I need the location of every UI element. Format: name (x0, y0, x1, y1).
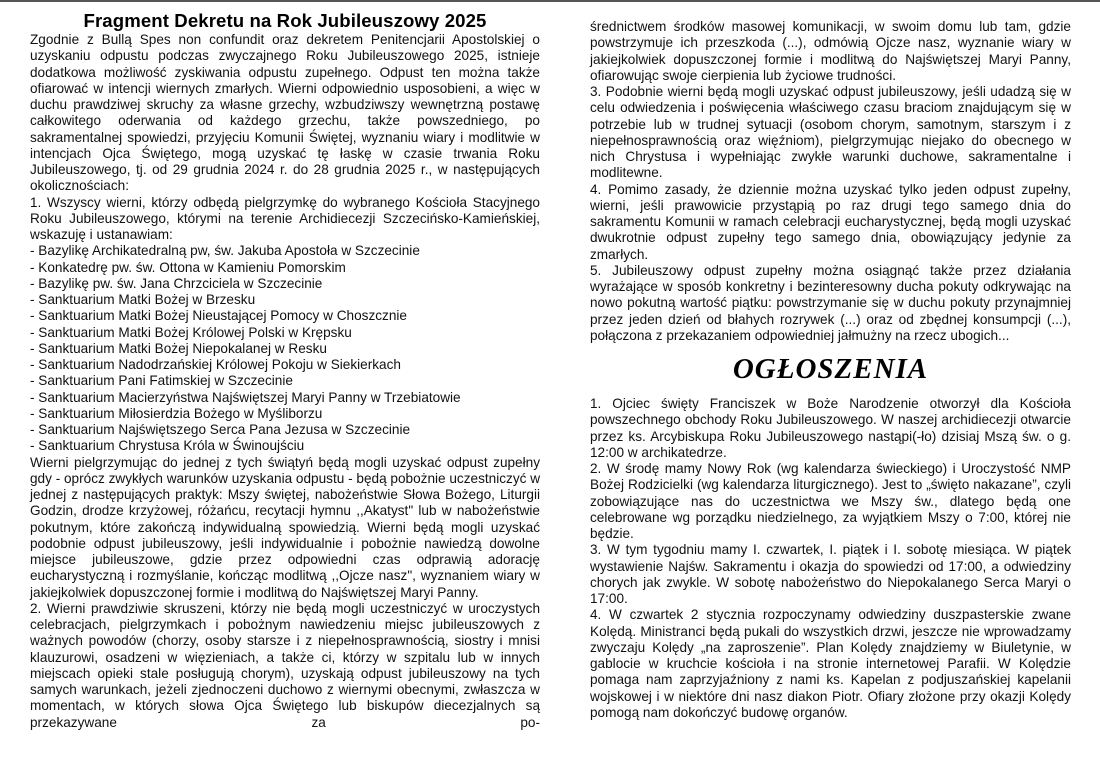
announcement-item: 1. Ojciec święty Franciszek w Boże Narodzenie otworzył dla Kościoła powszechnego obchody Roku Jubileuszowego. W naszej archidiecezji otwarcie przez ks. Arcybiskupa Roku Jubileuszowego nastąpi(-ło) dzisiaj Mszą św. o g. 12:00 w archikatedrze. (590, 396, 1071, 460)
decree-point-4: 4. Pomimo zasady, że dziennie można uzyskać tylko jeden odpust zupełny, wierni, jeśli prawowicie przystąpią po raz drugi tego samego dnia do sakramentu Komunii w ramach celebracji eucharystycznej, będą mogli uzyskać dwukrotnie odpust zupełny tego samego dnia, obowiązujący jedynie za zmarłych. (590, 181, 1071, 262)
decree-point-3: 3. Podobnie wierni będą mogli uzyskać odpust jubileuszowy, jeśli udadzą się w celu odwiedzenia i poświęcenia właściwego czasu braciom znajdującym się w potrzebie lub w trudnej sytuacji (osobom chorym, samotnym, starszym i z niepełnosprawnością oraz więźniom), pielgrzymując niejako do obecnego w nich Chrystusa i wypełniając zwykłe warunki duchowe, sakramentalne i modlitewne. (590, 84, 1071, 181)
announcement-item: 2. W środę mamy Nowy Rok (wg kalendarza świeckiego) i Uroczystość NMP Bożej Rodzicielki (wg kalendarza liturgicznego). Jest to „święto nakazane”, czyli zobowiązujące nas do uczestnictwa we Mszy św., dlatego będą one celebrowane wg porządku niedzielnego, za wyjątkiem Mszy o 7:00, której nie będzie. (590, 461, 1071, 541)
decree-title: Fragment Dekretu na Rok Jubileuszowy 2025 (83, 10, 487, 31)
right-column (590, 19, 1071, 721)
list-item: - Sanktuarium Matki Bożej Królowej Polski w Krępsku (30, 324, 352, 340)
list-item: - Sanktuarium Pani Fatimskiej w Szczecinie (30, 373, 293, 389)
list-item: - Sanktuarium Matki Bożej Nieustającej Pomocy w Choszcznie (30, 308, 407, 324)
decree-point-5: 5. Jubileuszowy odpust zupełny można osiągnąć także przez działania wyrażające w sposób konkretny i bezinteresowny ducha pokuty odkrywając na nowo pokutną wartość piątku: powstrzymanie się w duchu pokuty przynajmniej przez jeden dzień od błahych rozrywek (...) oraz od zbędnej konsumpcji (...), połączona z przekazaniem odpowiedniej jałmużny na rzecz ubogich... (590, 262, 1071, 343)
decree-intro: Zgodnie z Bullą Spes non confundit oraz dekretem Penitencjarii Apostolskiej o uzyskaniu odpustu podczas zwyczajnego Roku Jubileuszowego 2025, istnieje dodatkowa możliwość zyskiwania odpustu zupełnego. Odpust ten można także ofiarować w intencji wiernych zmarłych. Wierni odpowiednio usposobieni, a więc w duchu prawdziwej skruchy za własne grzechy, wzbudziwszy wewnętrzną postawę całkowitego oderwania od każdego grzechu, także powszedniego, po sakramentalnej spowiedzi, przyjęciu Komunii Świętej, wyznaniu wiary i modlitwie w intencjach Ojca Świętego, mogą uzyskać tę łaskę w czasie trwania Roku Jubileuszowego, tj. od 29 grudnia 2024 r. do 28 grudnia 2025 r., w następujących okolicznościach: (30, 32, 540, 194)
page-top-border (0, 0, 1100, 2)
announcement-item: 3. W tym tygodniu mamy I. czwartek, I. piątek i I. sobotę miesiąca. W piątek wystawienie Najśw. Sakramentu i okazja do spowiedzi od 17:00, a odwiedziny chorych jak zwykle. W sobotę nabożeństwo do Niepokalanego Serca Maryi o 17:00. (590, 542, 1071, 606)
decree-point-1-body: Wierni pielgrzymując do jednej z tych świątyń będą mogli uzyskać odpust zupełny gdy - oprócz zwykłych warunków uzyskania odpustu - będą pobożnie uczestniczyć w jednej z następujących praktyk: Mszy świętej, nabożeństwie Słowa Bożego, Liturgii Godzin, drodze krzyżowej, różańcu, recytacji hymnu ,,Akatyst" lub w nabożeństwie pokutnym, które zakończą indywidualną spowiedzią. Wierni będą mogli uzyskać podobnie odpust jubileuszowy, jeśli indywidualnie i pobożnie nawiedzą dowolne miejsce jubileuszowe, gdzie przez odpowiedni czas odprawią adorację eucharystyczną i rozmyślanie, kończąc modlitwą ,,Ojcze nasz", wyznaniem wiary w jakiejkolwiek dopuszczonej formie i modlitwą do Najświętszej Maryi Panny. (30, 454, 541, 600)
announcement-item: 4. W czwartek 2 stycznia rozpoczynamy odwiedziny duszpasterskie zwane Kolędą. Ministranci będą pukali do wszystkich drzwi, jeszcze nie wprowadzamy zwyczaju Kolędy „na zaproszenie”. Plan Kolędy znajdziemy w Biuletynie, w gablocie w kruchcie kościoła i na stronie internetowej Parafii. W Kolędzie pomaga nam zaprzyjaźniony z nami ks. Kapelan z podjuszańskiej kapelanii wojskowej i w niektóre dni nasz diakon Piotr. Ofiary złożone przy okazji Kolędy pomogą nam dokończyć budowę organów. (590, 607, 1071, 720)
list-item: - Bazylikę pw. św. Jana Chrzciciela w Szczecinie (30, 275, 323, 291)
list-item: - Sanktuarium Miłosierdzia Bożego w Myśliborzu (30, 405, 323, 421)
list-item: - Sanktuarium Matki Bożej w Brzesku (30, 292, 256, 307)
left-column (30, 10, 540, 731)
list-item: - Bazylikę Archikatedralną pw, św. Jakuba Apostoła w Szczecinie (30, 243, 420, 259)
list-item: - Sanktuarium Chrystusa Króla w Świnoujściu (30, 438, 305, 454)
list-item: - Sanktuarium Nadodrzańskiej Królowej Pokoju w Siekierkach (30, 357, 401, 372)
list-item: - Sanktuarium Macierzyństwa Najświętszej Maryi Panny w Trzebiatowie (30, 389, 461, 405)
decree-point-2-start: 2. Wierni prawdziwie skruszeni, którzy nie będą mogli uczestniczyć w uroczystych celebracjach, pielgrzymkach i pobożnym nawiedzeniu miejsc jubileuszowych z ważnych powodów (chorzy, osoby starsze i z niepełnosprawnością, siostry i mnisi klauzurowi, osadzeni w więzieniach, a także ci, którzy w szpitalu lub w innych miejscach opieki stale posługują chorym), uzyskają odpust jubileuszowy na tych samych warunkach, jeżeli zjednoczeni duchowo z wiernymi obecnymi, zwłaszcza w momentach, w których słowa Ojca Świętego lub biskupów diecezjalnych są przekazywane za po- (30, 600, 540, 730)
list-item: - Konkatedrę pw. św. Ottona w Kamieniu Pomorskim (30, 259, 346, 275)
station-churches-list (30, 243, 540, 454)
decree-point-1-intro: 1. Wszyscy wierni, którzy odbędą pielgrzymkę do wybranego Kościoła Stacyjnego Roku Jubileuszowego, którymi na terenie Archidiecezji Szczecińsko-Kamieńskiej, wskazuję i ustanawiam: (30, 194, 540, 242)
announcements-title: OGŁOSZENIA (732, 353, 929, 385)
list-item: - Sanktuarium Najświętszego Serca Pana Jezusa w Szczecinie (30, 422, 411, 437)
decree-point-2-end: średnictwem środków masowej komunikacji, w swoim domu lub tam, gdzie powstrzymuje ich przeszkoda (...), odmówią Ojcze nasz, wyznanie wiary w jakiejkolwiek dopuszczonej formie i modlitwą do Najświętszej Maryi Panny, ofiarowując swoje cierpienia lub życiowe trudności. (590, 19, 1071, 83)
list-item: - Sanktuarium Matki Bożej Niepokalanej w Resku (30, 340, 327, 356)
